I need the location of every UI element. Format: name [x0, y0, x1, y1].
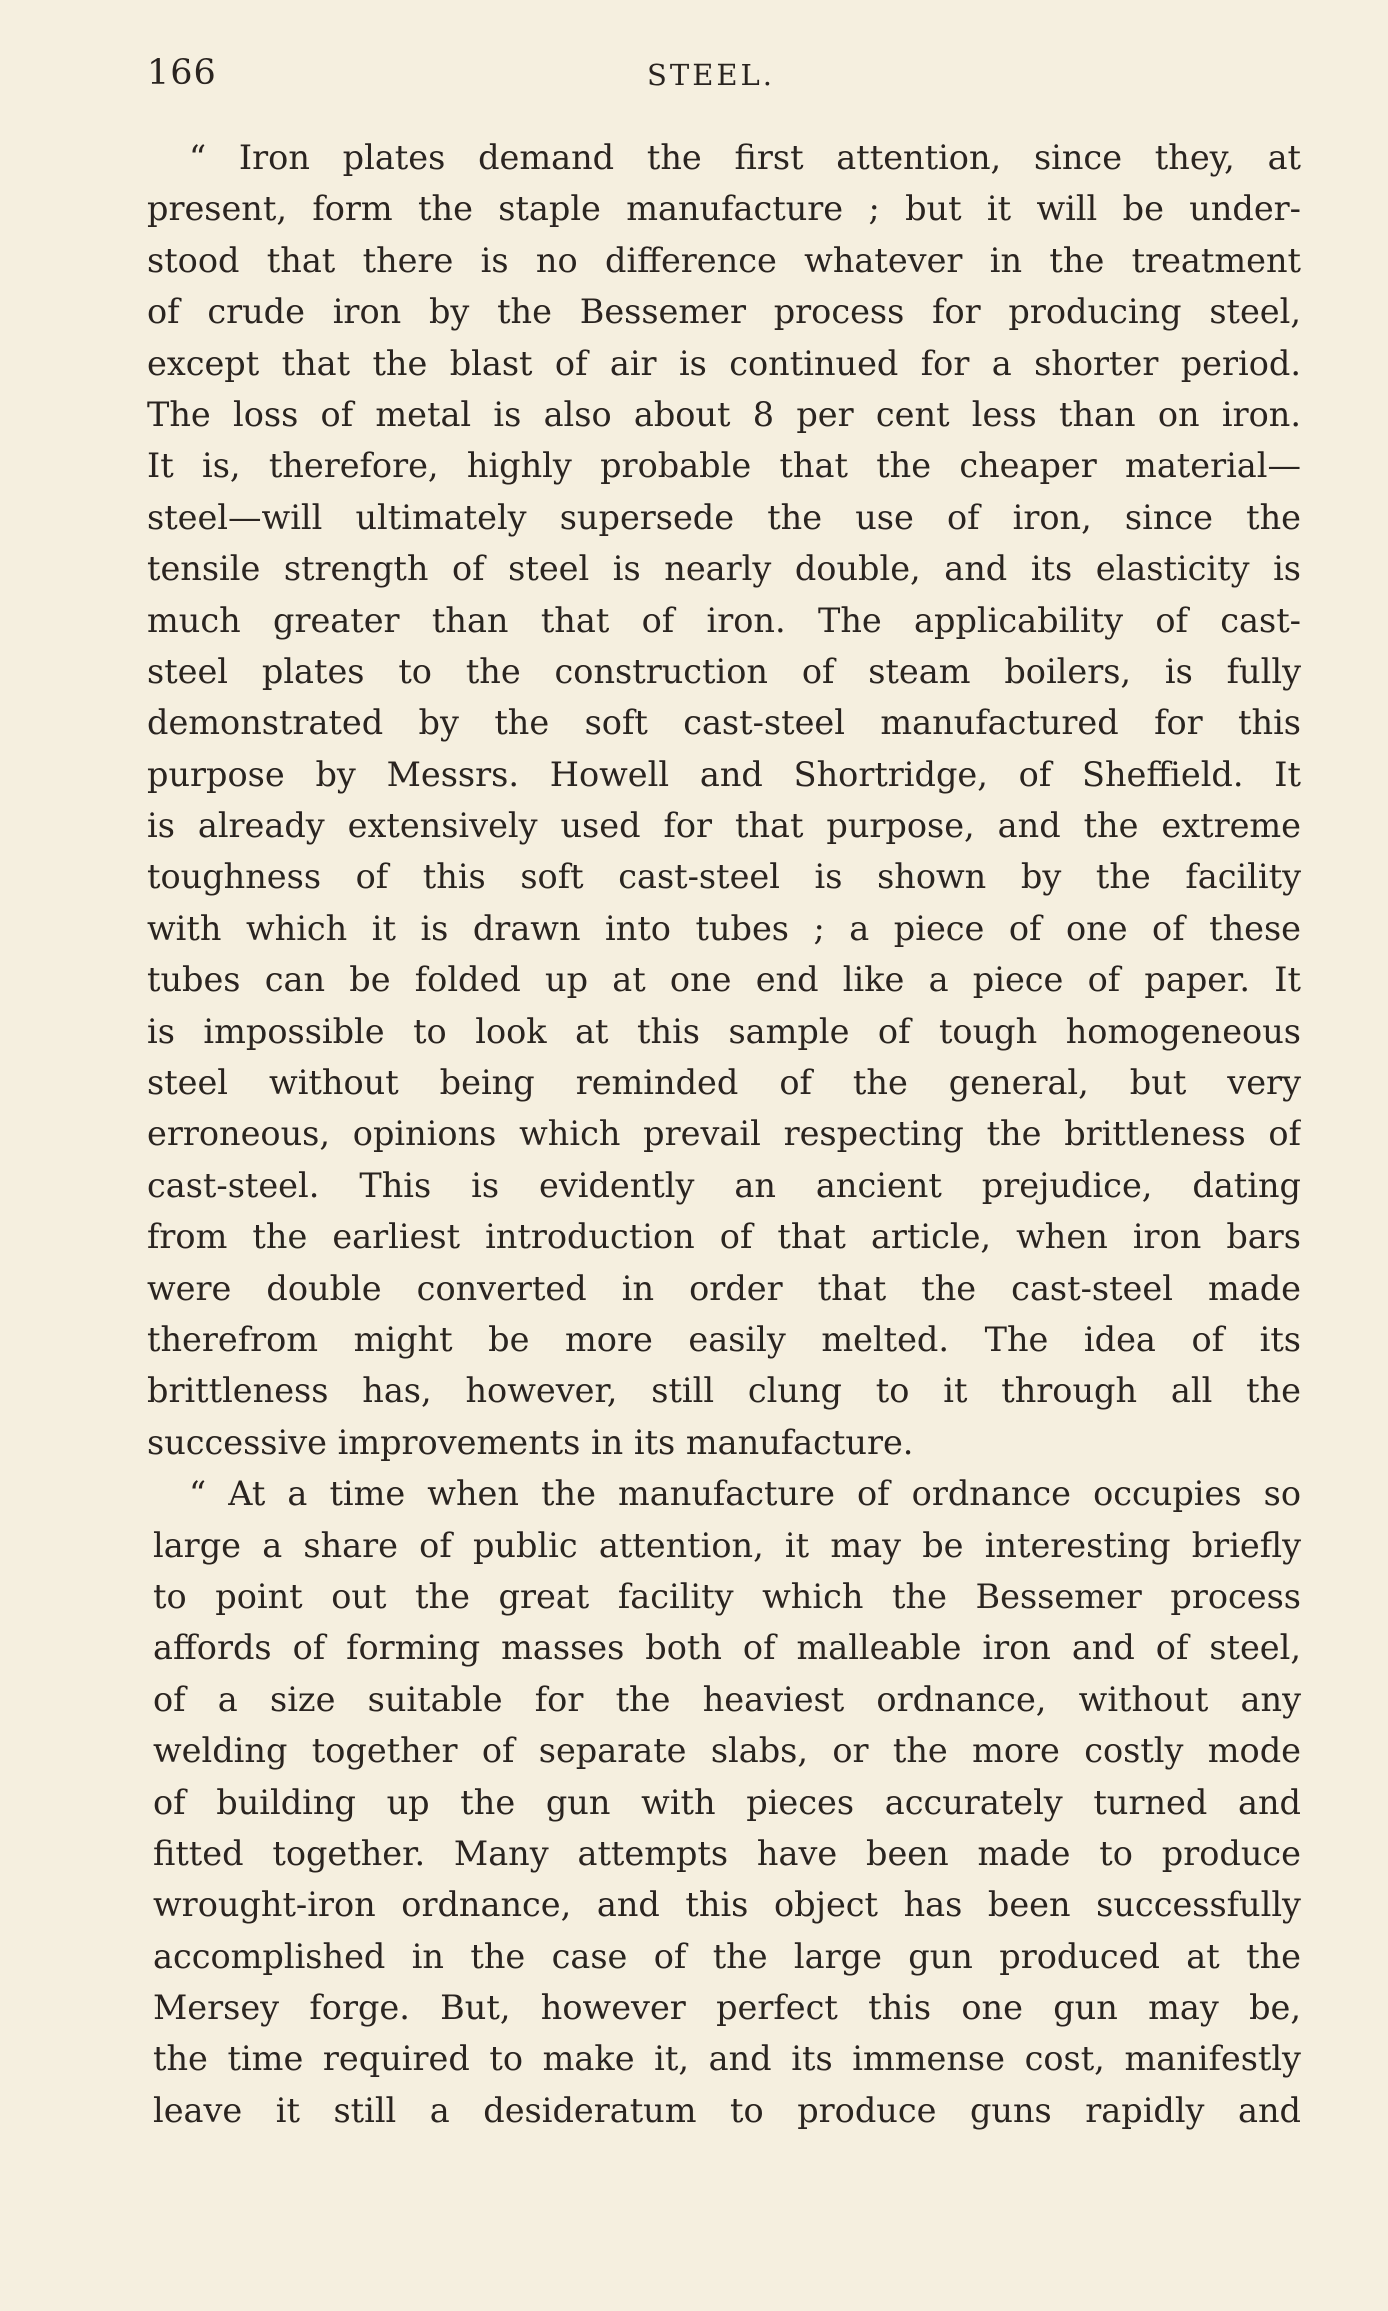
text-line: tubes can be folded up at one end like a piece of paper. It [147, 960, 1301, 1000]
text-line: toughness of this soft cast-steel is shown by the facility [147, 857, 1301, 897]
text-line: fitted together. Many attempts have been made to produce [153, 1833, 1301, 1873]
page-header [147, 48, 1307, 98]
text-line: steel—will ultimately supersede the use of iron, since the [147, 497, 1301, 537]
text-line: tensile strength of steel is nearly double, and its elasticity is [147, 549, 1301, 589]
text-line: steel plates to the construction of steam boilers, is fully [147, 651, 1301, 691]
text-line: “ Iron plates demand the first attention, since they, at [189, 138, 1301, 177]
paragraph [147, 132, 1301, 1468]
text-line: is already extensively used for that purpose, and the extreme [147, 806, 1301, 846]
text-line: affords of forming masses both of malleable iron and of steel, [153, 1628, 1301, 1668]
text-line: to point out the great facility which the Bessemer process [153, 1576, 1301, 1616]
text-line: demonstrated by the soft cast-steel manufactured for this [147, 703, 1301, 743]
text-line: Mersey forge. But, however perfect this one gun may be, [153, 1988, 1301, 2028]
text-line: large a share of public attention, it may be interesting briefly [153, 1525, 1301, 1565]
text-line: steel without being reminded of the general, but very [147, 1063, 1301, 1103]
text-line: the time required to make it, and its immense cost, manifestly [153, 2039, 1301, 2079]
text-line: leave it still a desideratum to produce guns rapidly and [153, 2090, 1301, 2130]
text-line: present, form the staple manufacture ; but it will be under- [147, 189, 1301, 229]
text-line: is impossible to look at this sample of tough homogeneous [147, 1011, 1301, 1051]
text-line: except that the blast of air is continued for a shorter period. [147, 343, 1301, 383]
text-line: therefrom might be more easily melted. The idea of its [147, 1319, 1301, 1359]
running-head: STEEL. [647, 58, 776, 92]
text-line: erroneous, opinions which prevail respecting the brittleness of [147, 1114, 1301, 1154]
text-line: brittleness has, however, still clung to it through all the [147, 1371, 1301, 1411]
text-line: stood that there is no difference whatever in the treatment [147, 240, 1301, 280]
text-line: cast-steel. This is evidently an ancient prejudice, dating [147, 1165, 1301, 1205]
text-line: successive improvements in its manufacture. [147, 1422, 914, 1462]
text-line: welding together of separate slabs, or the more costly mode [153, 1731, 1301, 1771]
text-line: wrought-iron ordnance, and this object has been successfully [153, 1885, 1301, 1925]
text-line: of a size suitable for the heaviest ordnance, without any [153, 1679, 1301, 1719]
text-line: “ At a time when the manufacture of ordnance occupies so [189, 1474, 1301, 1514]
text-line: It is, therefore, highly probable that the cheaper material— [147, 446, 1301, 486]
text-line: of crude iron by the Bessemer process for producing steel, [147, 292, 1301, 332]
text-line: were double converted in order that the cast-steel made [147, 1268, 1301, 1308]
text-line: much greater than that of iron. The applicability of cast- [147, 600, 1301, 640]
paragraph [147, 1468, 1301, 2136]
text-line: purpose by Messrs. Howell and Shortridge, of Sheffield. It [147, 754, 1301, 794]
page-number: 166 [147, 53, 217, 93]
body-text [147, 132, 1301, 2136]
text-line: accomplished in the case of the large gun produced at the [153, 1936, 1301, 1976]
text-line: of building up the gun with pieces accurately turned and [153, 1782, 1301, 1822]
text-line: from the earliest introduction of that article, when iron bars [147, 1217, 1301, 1257]
text-line: with which it is drawn into tubes ; a piece of one of these [147, 908, 1301, 948]
text-line: The loss of metal is also about 8 per cent less than on iron. [147, 394, 1301, 434]
